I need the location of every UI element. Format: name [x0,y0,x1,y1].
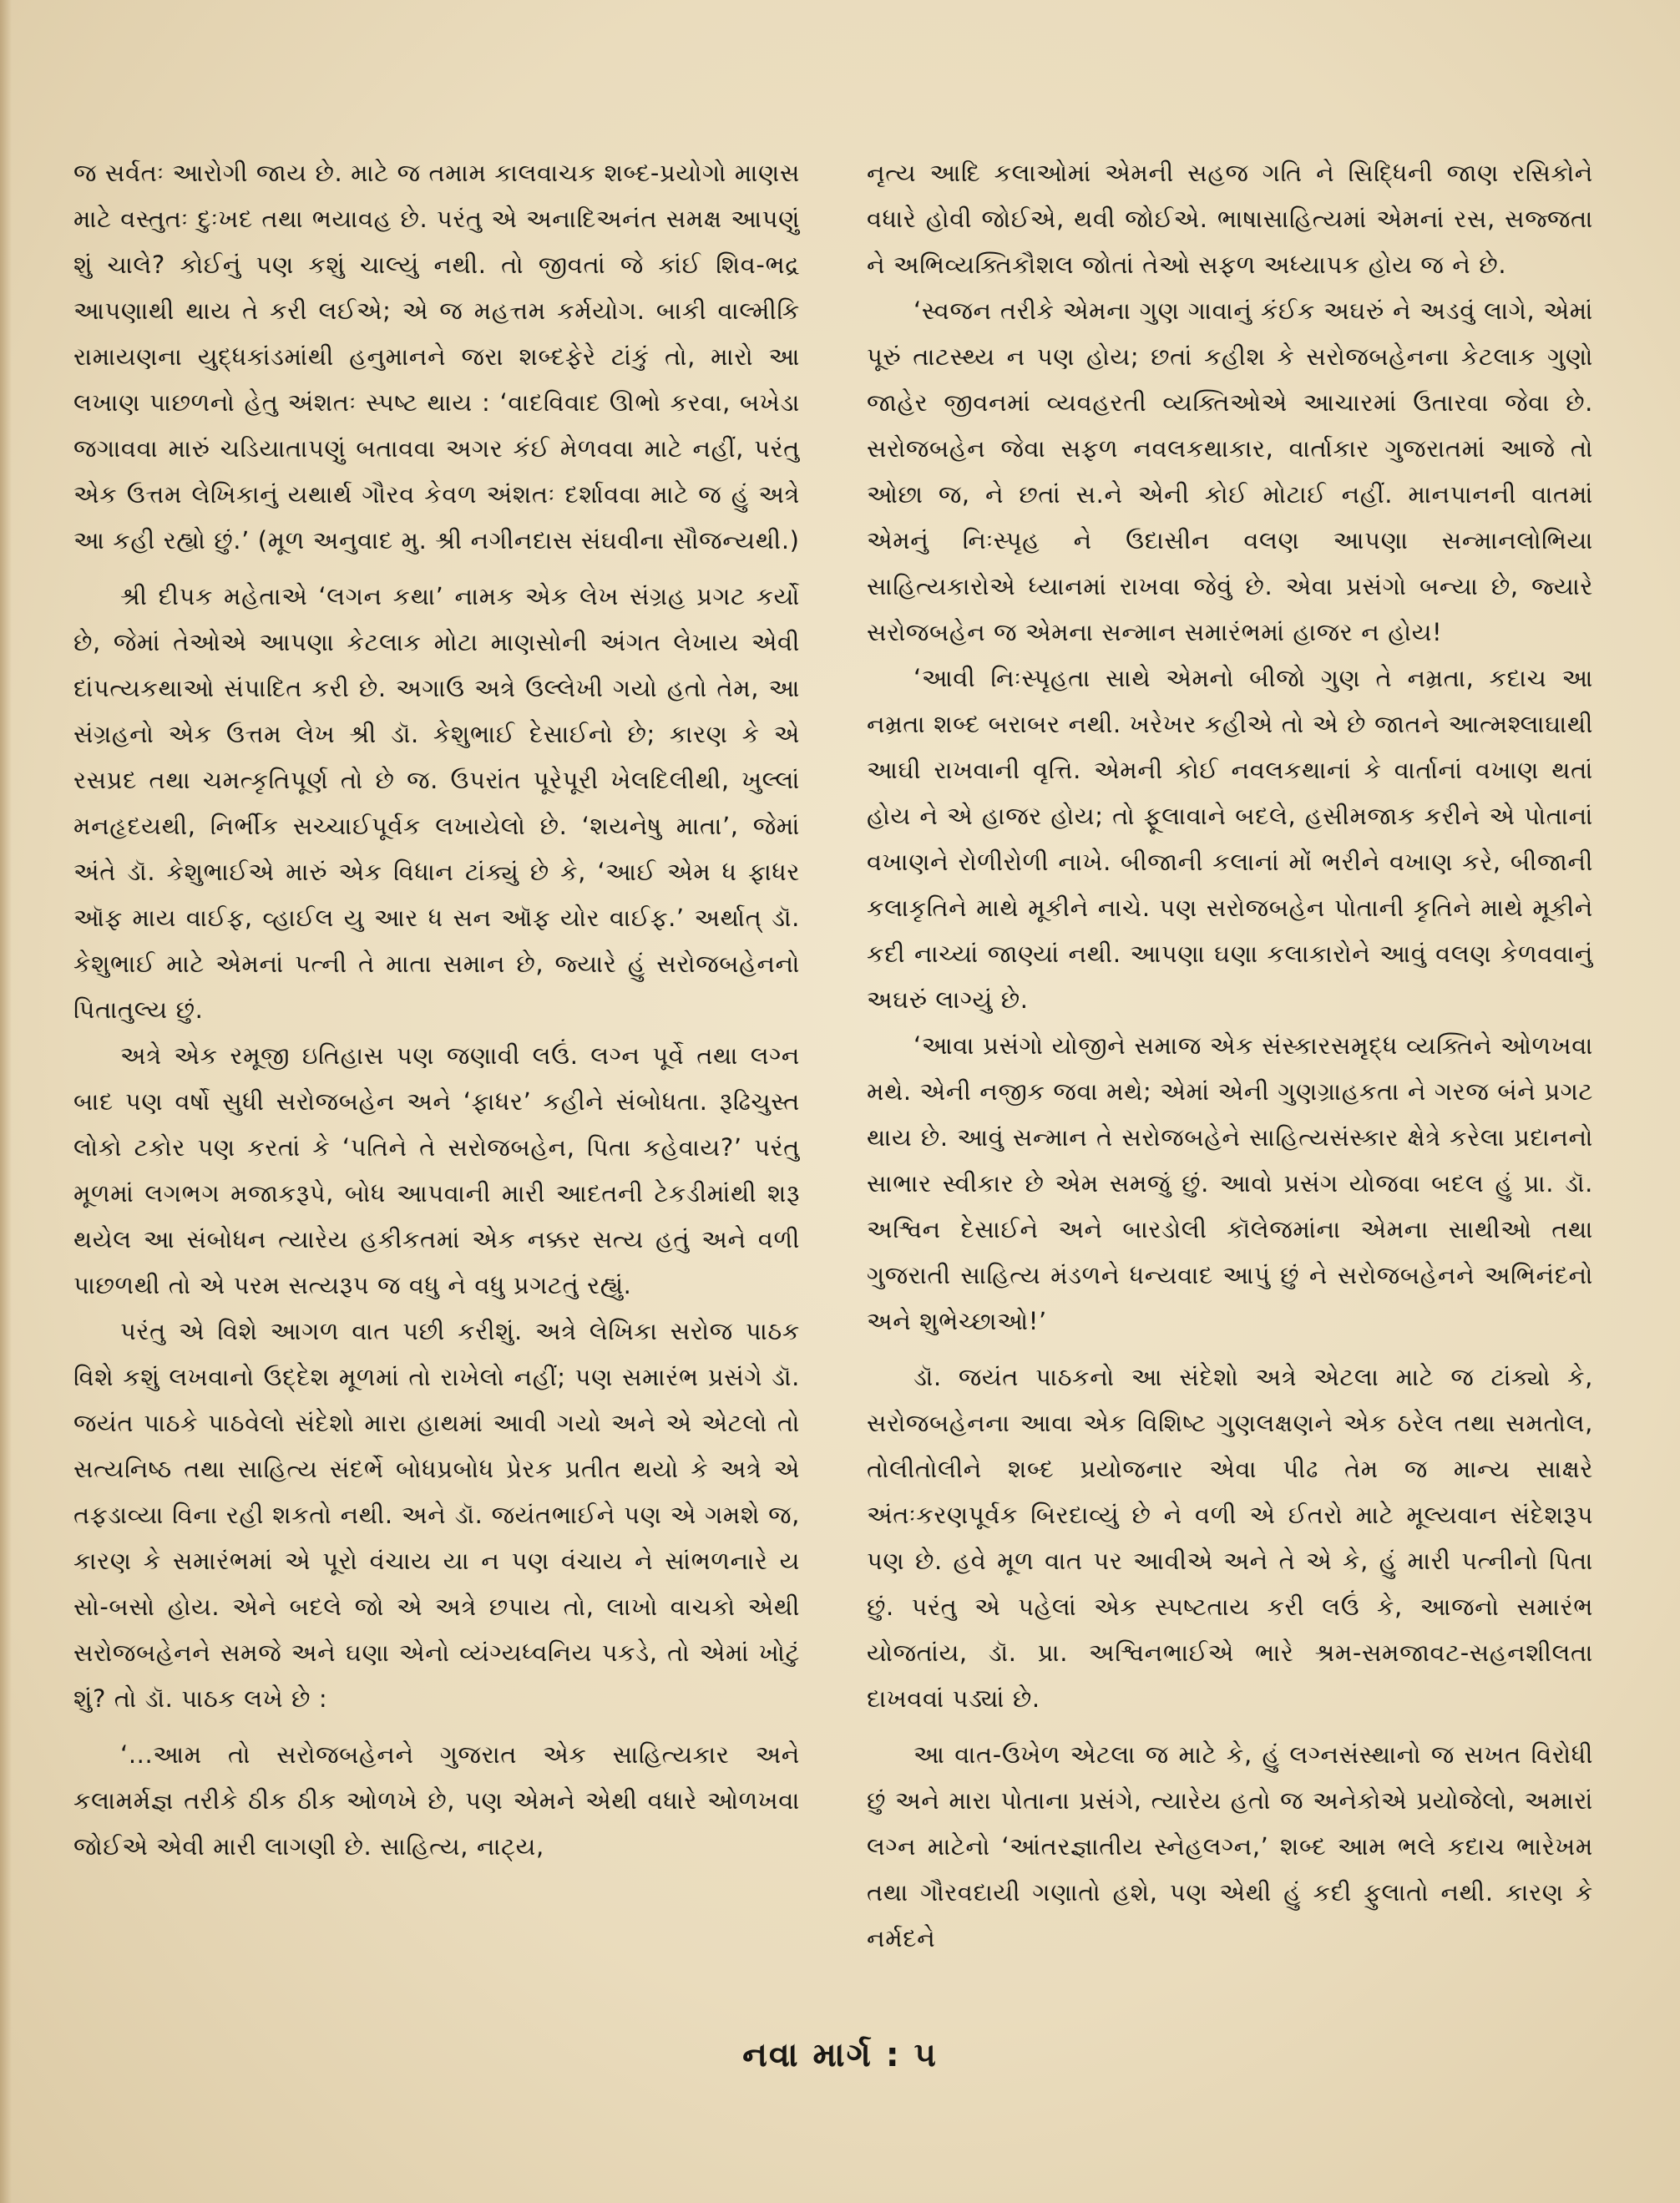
right-paragraph-5: ડૉ. જયંત પાઠકનો આ સંદેશો અત્રે એટલા માટે જ ટાંક્યો કે, સરોજબહેનના આવા એક વિશિષ્ટ ગુણલક્ષણને એક ઠરેલ તથા સમતોલ, તોલીતોલીને શબ્દ પ્રયોજનાર એવા પીઢ તેમ જ માન્ય સાક્ષરે અંતઃકરણપૂર્વક બિરદાવ્યું છે ને વળી એ ઈતરો માટે મૂલ્યવાન સંદેશરૂપ પણ છે. હવે મૂળ વાત પર આવીએ અને તે એ કે, હું મારી પત્નીનો પિતા છું. પરંતુ એ પહેલાં એક સ્પષ્ટતાય કરી લઉં કે, આજનો સમારંભ યોજતાંય, ડૉ. પ્રા. અશ્વિનભાઈએ ભારે શ્રમ-સમજાવટ-સહનશીલતા દાખવવાં પડ્યાં છે. [867,1363,1593,1713]
left-paragraph-5: ‘...આમ તો સરોજબહેનને ગુજરાત એક સાહિત્યકાર અને કલામર્મજ્ઞ તરીકે ઠીક ઠીક ઓળખે છે, પણ એમને એથી વધારે ઓળખવા જોઈએ એવી મારી લાગણી છે. સાહિત્ય, નાટ્ય, [73,1740,800,1861]
right-paragraph-2: ‘સ્વજન તરીકે એમના ગુણ ગાવાનું કંઈક અઘરું ને અડવું લાગે, એમાં પૂરું તાટસ્થ્ય ન પણ હોય; છતાં કહીશ કે સરોજબહેનના કેટલાક ગુણો જાહેર જીવનમાં વ્યવહરતી વ્યક્તિઓએ આચારમાં ઉતારવા જેવા છે. સરોજબહેન જેવા સફળ નવલકથાકાર, વાર્તાકાર ગુજરાતમાં આજે તો ઓછા જ, ને છતાં સ.ને એની કોઈ મોટાઈ નહીં. માનપાનની વાતમાં એમનું નિઃસ્પૃહ ને ઉદાસીન વલણ આપણા સન્માનલોભિયા સાહિત્યકારોએ ધ્યાનમાં રાખવા જેવું છે. એવા પ્રસંગો બન્યા છે, જ્યારે સરોજબહેન જ એમના સન્માન સમારંભમાં હાજર ન હોય! [867,296,1593,646]
left-paragraph-3: અત્રે એક રમૂજી ઇતિહાસ પણ જણાવી લઉં. લગ્ન પૂર્વે તથા લગ્ન બાદ પણ વર્ષો સુધી સરોજબહેન અને ‘ફાધર’ કહીને સંબોધતા. રૂઢિચુસ્ત લોકો ટકોર પણ કરતાં કે ‘પતિને તે સરોજબહેન, પિતા કહેવાય?’ પરંતુ મૂળમાં લગભગ મજાકરૂપે, બોધ આપવાની મારી આદતની ટેકડીમાંથી શરૂ થયેલ આ સંબોધન ત્યારેય હકીકતમાં એક નક્કર સત્ય હતું અને વળી પાછળથી તો એ પરમ સત્યરૂપ જ વધુ ને વધુ પ્રગટતું રહ્યું. [73,1041,800,1299]
right-paragraph-3: ‘આવી નિઃસ્પૃહતા સાથે એમનો બીજો ગુણ તે નમ્રતા, કદાચ આ નમ્રતા શબ્દ બરાબર નથી. ખરેખર કહીએ તો એ છે જાતને આત્મશ્લાઘાથી આઘી રાખવાની વૃત્તિ. એમની કોઈ નવલકથાનાં કે વાર્તાનાં વખાણ થતાં હોય ને એ હાજર હોય; તો ફૂલાવાને બદલે, હસીમજાક કરીને એ પોતાનાં વખાણને રોળીરોળી નાખે. બીજાની કલાનાં મોં ભરીને વખાણ કરે, બીજાની કલાકૃતિને માથે મૂકીને નાચે. પણ સરોજબહેન પોતાની કૃતિને માથે મૂકીને કદી નાચ્યાં જાણ્યાં નથી. આપણા ઘણા કલાકારોને આવું વલણ કેળવવાનું અઘરું લાગ્યું છે. [867,664,1593,1014]
left-paragraph-1: જ સર્વતઃ આરોગી જાય છે. માટે જ તમામ કાલવાચક શબ્દ-પ્રયોગો માણસ માટે વસ્તુતઃ દુઃખદ તથા ભયાવહ છે. પરંતુ એ અનાદિઅનંત સમક્ષ આપણું શું ચાલે? કોઈનું પણ કશું ચાલ્યું નથી. તો જીવતાં જે કાંઈ શિવ-ભદ્ર આપણાથી થાય તે કરી લઈએ; એ જ મહત્તમ કર્મયોગ. બાકી વાલ્મીકિ રામાયણના યુદ્ધકાંડમાંથી હનુમાનને જરા શબ્દફેરે ટાંકું તો, મારો આ લખાણ પાછળનો હેતુ અંશતઃ સ્પષ્ટ થાય : ‘વાદવિવાદ ઊભો કરવા, બખેડા જગાવવા મારું ચડિયાતાપણું બતાવવા અગર કંઈ મેળવવા માટે નહીં, પરંતુ એક ઉત્તમ લેખિકાનું યથાર્થ ગૌરવ કેવળ અંશતઃ દર્શાવવા માટે જ હું અત્રે આ કહી રહ્યો છું.’ (મૂળ અનુવાદ મુ. શ્રી નગીનદાસ સંઘવીના સૌજન્યથી.) [73,159,800,555]
right-paragraph-1: નૃત્ય આદિ કલાઓમાં એમની સહજ ગતિ ને સિદ્ધિની જાણ રસિકોને વધારે હોવી જોઈએ, થવી જોઈએ. ભાષાસાહિત્યમાં એમનાં રસ, સજ્જતા ને અભિવ્યક્તિકૌશલ જોતાં તેઓ સફળ અધ્યાપક હોય જ ને છે. [867,159,1593,279]
right-paragraph-4: ‘આવા પ્રસંગો યોજીને સમાજ એક સંસ્કારસમૃદ્ધ વ્યક્તિને ઓળખવા મથે. એની નજીક જવા મથે; એમાં એની ગુણગ્રાહકતા ને ગરજ બંને પ્રગટ થાય છે. આવું સન્માન તે સરોજબહેને સાહિત્યસંસ્કાર ક્ષેત્રે કરેલા પ્રદાનનો સાભાર સ્વીકાર છે એમ સમજું છું. આવો પ્રસંગ યોજવા બદલ હું પ્રા. ડૉ. અશ્વિન દેસાઈને અને બારડોલી કૉલેજમાંના એમના સાથીઓ તથા ગુજરાતી સાહિત્ય મંડળને ધન્યવાદ આપું છું ને સરોજબહેનને અભિનંદનો અને શુભેચ્છાઓ!’ [867,1031,1593,1335]
left-paragraph-2: શ્રી દીપક મહેતાએ ‘લગન કથા’ નામક એક લેખ સંગ્રહ પ્રગટ કર્યો છે, જેમાં તેઓએ આપણા કેટલાક મોટા માણસોની અંગત લેખાય એવી દાંપત્યકથાઓ સંપાદિત કરી છે. અગાઉ અત્રે ઉલ્લેખી ગયો હતો તેમ, આ સંગ્રહનો એક ઉત્તમ લેખ શ્રી ડૉ. કેશુભાઈ દેસાઈનો છે; કારણ કે એ રસપ્રદ તથા ચમત્કૃતિપૂર્ણ તો છે જ. ઉપરાંત પૂરેપૂરી ખેલદિલીથી, ખુલ્લાં મનહૃદયથી, નિર્ભીક સચ્ચાઈપૂર્વક લખાયેલો છે. ‘શયનેષુ માતા’, જેમાં અંતે ડૉ. કેશુભાઈએ મારું એક વિધાન ટાંક્યું છે કે, ‘આઈ એમ ધ ફાધર ઑફ માય વાઈફ, વ્હાઈલ યુ આર ધ સન ઑફ યોર વાઈફ.’ અર્થાત્ ડૉ. કેશુભાઈ માટે એમનાં પત્ની તે માતા સમાન છે, જ્યારે હું સરોજબહેનનો પિતાતુલ્ય છું. [73,582,800,1024]
left-column [73,150,800,1870]
left-paragraph-4: પરંતુ એ વિશે આગળ વાત પછી કરીશું. અત્રે લેખિકા સરોજ પાઠક વિશે કશું લખવાનો ઉદ્દેશ મૂળમાં તો રાખેલો નહીં; પણ સમારંભ પ્રસંગે ડૉ. જયંત પાઠકે પાઠવેલો સંદેશો મારા હાથમાં આવી ગયો અને એ એટલો તો સત્યનિષ્ઠ તથા સાહિત્ય સંદર્ભે બોધપ્રબોધ પ્રેરક પ્રતીત થયો કે અત્રે એ તફડાવ્યા વિના રહી શકતો નથી. અને ડૉ. જયંતભાઈને પણ એ ગમશે જ, કારણ કે સમારંભમાં એ પૂરો વંચાય યા ન પણ વંચાય ને સાંભળનારે ય સો-બસો હોય. એને બદલે જો એ અત્રે છપાય તો, લાખો વાચકો એથી સરોજબહેનને સમજે અને ઘણા એનો વ્યંગ્યધ્વનિય પકડે, તો એમાં ખોટું શું? તો ડૉ. પાઠક લખે છે : [73,1317,800,1713]
page-footer: નવા માર્ગ : ૫ [742,2036,938,2074]
page-edge-shadow [0,0,12,2203]
right-paragraph-6: આ વાત-ઉખેળ એટલા જ માટે કે, હું લગ્નસંસ્થાનો જ સખત વિરોધી છું અને મારા પોતાના પ્રસંગે, ત્યારેય હતો જ અનેકોએ પ્રયોજેલો, અમારાં લગ્ન માટેનો ‘આંતરજ્ઞાતીય સ્નેહલગ્ન,’ શબ્દ આમ ભલે કદાચ ભારેખમ તથા ગૌરવદાયી ગણાતો હશે, પણ એથી હું કદી ફુલાતો નથી. કારણ કે નર્મદને [867,1740,1593,1952]
right-column [867,150,1593,1962]
